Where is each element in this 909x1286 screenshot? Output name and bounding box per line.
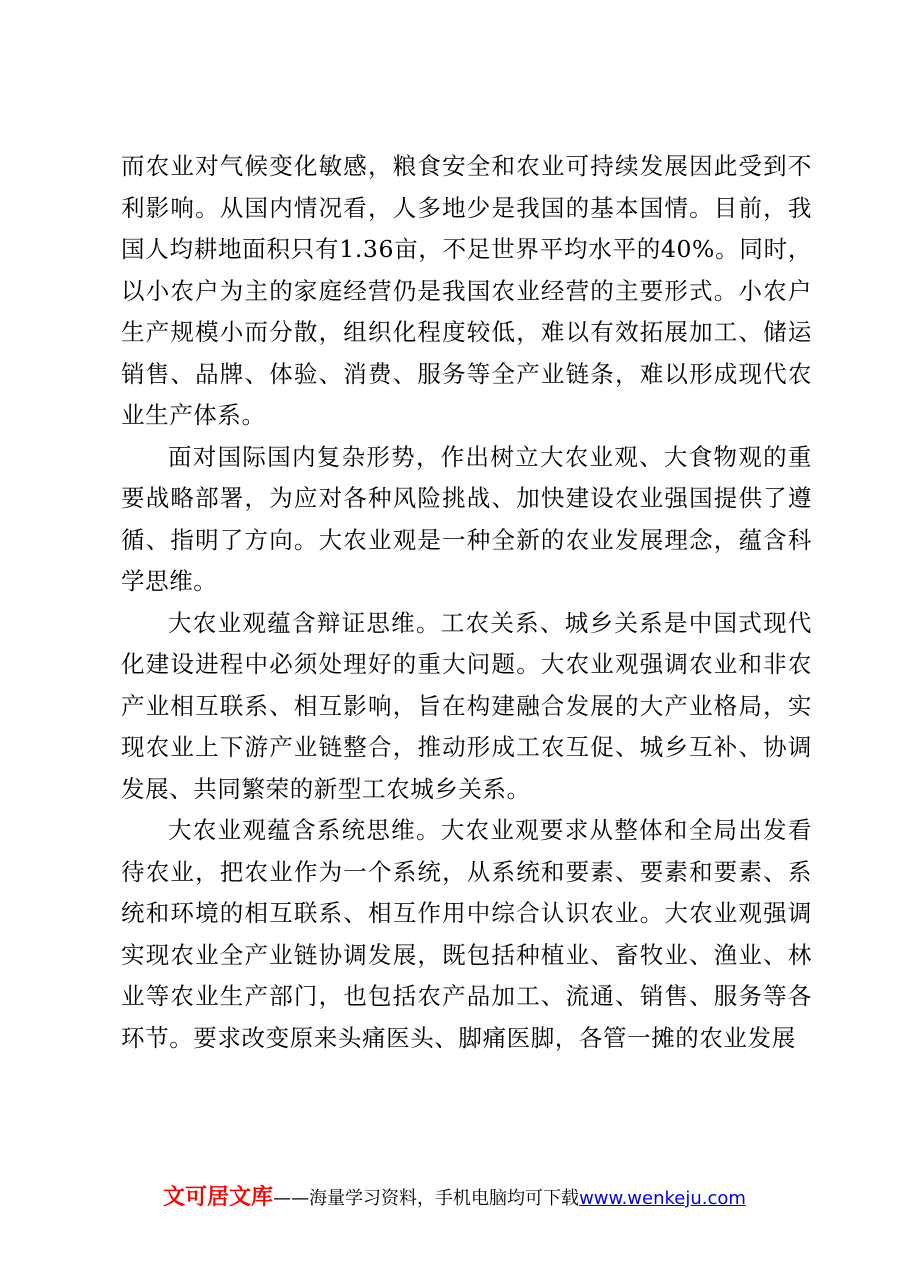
- page-footer: [0, 1180, 909, 1211]
- paragraph-3: 大农业观蕴含辩证思维。工农关系、城乡关系是中国式现代化建设进程中必须处理好的重大问题。大农业观强调农业和非农产业相互联系、相互影响，旨在构建融合发展的大产业格局，实现农业上下游产业链整合，推动形成工农互促、城乡互补、协调发展、共同繁荣的新型工农城乡关系。: [121, 608, 812, 803]
- article-body: [121, 146, 812, 1059]
- footer-tagline: ——海量学习资料，手机电脑均可下载: [273, 1188, 580, 1209]
- paragraph-4: 大农业观蕴含系统思维。大农业观要求从整体和全局出发看待农业，把农业作为一个系统，从系统和要素、要素和要素、系统和环境的相互联系、相互作用中综合认识农业。大农业观强调实现农业全产业链协调发展，既包括种植业、畜牧业、渔业、林业等农业生产部门，也包括农产品加工、流通、销售、服务等各环节。要求改变原来头痛医头、脚痛医脚，各管一摊的农业发展: [121, 816, 812, 1052]
- paragraph-2: 面对国际国内复杂形势，作出树立大农业观、大食物观的重要战略部署，为应对各种风险挑战、加快建设农业强国提供了遵循、指明了方向。大农业观是一种全新的农业发展理念，蕴含科学思维。: [121, 442, 812, 595]
- footer-site-link[interactable]: www.wenkeju.com: [579, 1188, 746, 1209]
- footer-brand: 文可居文库: [163, 1185, 274, 1210]
- paragraph-1: 而农业对气候变化敏感，粮食安全和农业可持续发展因此受到不利影响。从国内情况看，人多地少是我国的基本国情。目前，我国人均耕地面积只有1.36亩，不足世界平均水平的40%。同时，以小农户为主的家庭经营仍是我国农业经营的主要形式。小农户生产规模小而分散，组织化程度较低，难以有效拓展加工、储运销售、品牌、体验、消费、服务等全产业链条，难以形成现代农业生产体系。: [121, 152, 812, 429]
